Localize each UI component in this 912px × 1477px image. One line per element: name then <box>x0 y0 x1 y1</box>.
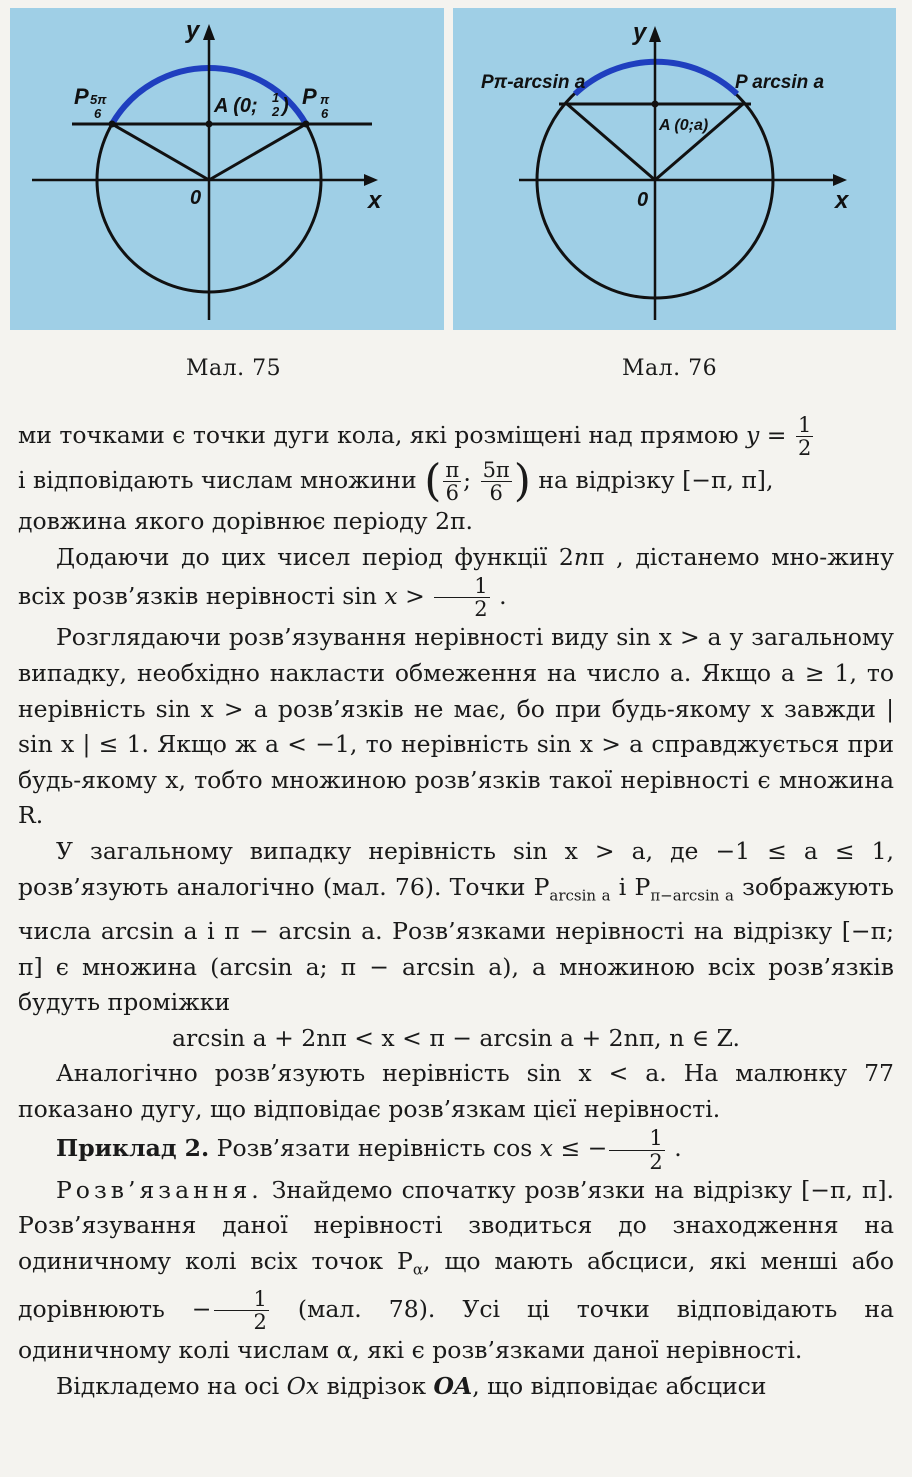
radius-right <box>209 124 306 180</box>
label-p-left: P <box>74 84 89 109</box>
paragraph-1c: довжина якого дорівнює періоду 2π. <box>18 507 473 536</box>
figure-76 <box>453 8 896 330</box>
label-p-right: P <box>302 84 317 109</box>
fraction-half: $\frac{1}{2}$ <box>797 413 812 461</box>
point-a <box>206 121 213 128</box>
label-origin: 0 <box>637 189 649 211</box>
label-a-close: ) <box>282 95 289 117</box>
label-p-right: P arcsin a <box>735 72 825 93</box>
fraction-half-3: $\frac{1}{2}$ <box>609 1127 664 1172</box>
unit-circle-diagram-76 <box>453 8 896 330</box>
radius-left <box>112 124 209 180</box>
fraction-pi-6: $\frac{\pi}{6}$ <box>445 458 460 506</box>
paragraph-1b: і відповідають числам множини ( $\frac{\pi}{6}$ ; $\frac{5\pi}{6}$ ) на відрізку [−π, π], <box>18 455 774 507</box>
solution: Розв’язання. Знайдемо спочатку розв’язки на відрізку [−π, π]. Розв’язування даної нерівності зводиться до знаходження на одиничному колі всіх точок $P_\alpha$, що мають абсциси, які менші або дорівнюють − $\frac{1}{2}$ (мал. 78). Усі ці точки відповідають на одиничному колі числам α, які є розв’язками даної нерівності. <box>18 1175 894 1365</box>
paragraph-2: Додаючи до цих чисел період функції 2nπ , дістанемо мно-жину всіх розв’язків нерівності sin x > $\frac{1}{2}$ . <box>18 542 894 622</box>
point-a <box>652 101 659 108</box>
paragraph-1: ми точками є точки дуги кола, які розміщені над прямою y = $\frac{1}{2}$ <box>18 413 812 461</box>
example-title: Приклад 2. <box>56 1134 210 1163</box>
y-axis-arrow <box>649 26 661 42</box>
point-p-left <box>109 121 116 128</box>
x-axis-arrow <box>833 174 847 186</box>
label-y: y <box>186 17 200 44</box>
figure-75 <box>10 8 444 330</box>
label-origin: 0 <box>190 187 202 209</box>
label-a: A (0; <box>214 95 258 117</box>
paragraph-3: Розглядаючи розв’язування нерівності виду sin x > a у загальному випадку, необхідно накласти обмеження на число a. Якщо a ≥ 1, то нерівність sin x > a розв’язків не має, бо при будь-якому x завжди | sin x | ≤ 1. Якщо ж a < −1, то нерівність sin x > a справджується при будь-якому x, тобто множиною розв’язків такої нерівності є множина R. <box>18 623 894 830</box>
label-a-den: 2 <box>272 104 280 119</box>
label-a: A (0;a) <box>659 117 709 134</box>
caption-figure-75: Мал. 75 <box>186 356 282 381</box>
label-p-left: Pπ-arcsin a <box>481 72 586 93</box>
caption-figure-76: Мал. 76 <box>622 356 718 381</box>
label-x: x <box>368 187 382 214</box>
label-x: x <box>835 187 849 214</box>
unit-circle-diagram-75 <box>10 8 444 330</box>
paragraph-last: Відкладемо на осі Ox відрізок OA, що відповідає абсциси <box>56 1371 767 1400</box>
fraction-half-4: $\frac{1}{2}$ <box>214 1288 269 1333</box>
x-axis-arrow <box>364 174 378 186</box>
y-axis-arrow <box>203 24 215 40</box>
label-p-left-num: 5π <box>90 92 107 107</box>
fraction-5pi-6: $\frac{5\pi}{6}$ <box>482 458 510 506</box>
radius-left <box>567 104 655 180</box>
paragraph-4: У загальному випадку нерівність sin x > a, де −1 ≤ a ≤ 1, розв’язують аналогічно (мал. 76). Точки $P_{arcsin a}$ і $P_{\pi-arcsin a}$ зображують числа arcsin a і π − arcsin a. Розв’язками нерівності на відрізку [−π; π] є множина (arcsin a; π − arcsin a), а множиною всіх розв’язків будуть проміжки <box>18 837 894 1017</box>
label-p-right-num: π <box>320 92 330 107</box>
label-p-left-den: 6 <box>94 106 102 121</box>
fraction-half-2: $\frac{1}{2}$ <box>434 575 489 620</box>
formula: arcsin a + 2nπ < x < π − arcsin a + 2nπ, n ∈ Z. <box>172 1023 740 1052</box>
paragraph-5: Аналогічно розв’язують нерівність sin x < a. На малюнку 77 показано дугу, що відповідає розв’язкам цієї нерівності. <box>18 1059 894 1123</box>
point-p-right <box>303 121 310 128</box>
label-p-right-den: 6 <box>321 106 329 121</box>
label-a-num: 1 <box>272 90 280 105</box>
solution-word: Розв’язання. <box>56 1175 263 1204</box>
body-text <box>18 414 894 1404</box>
radius-right <box>655 104 743 180</box>
label-y: y <box>633 19 647 46</box>
example-2: Приклад 2. Розв’язати нерівність cos x ≤ − $\frac{1}{2}$ . <box>56 1126 682 1174</box>
